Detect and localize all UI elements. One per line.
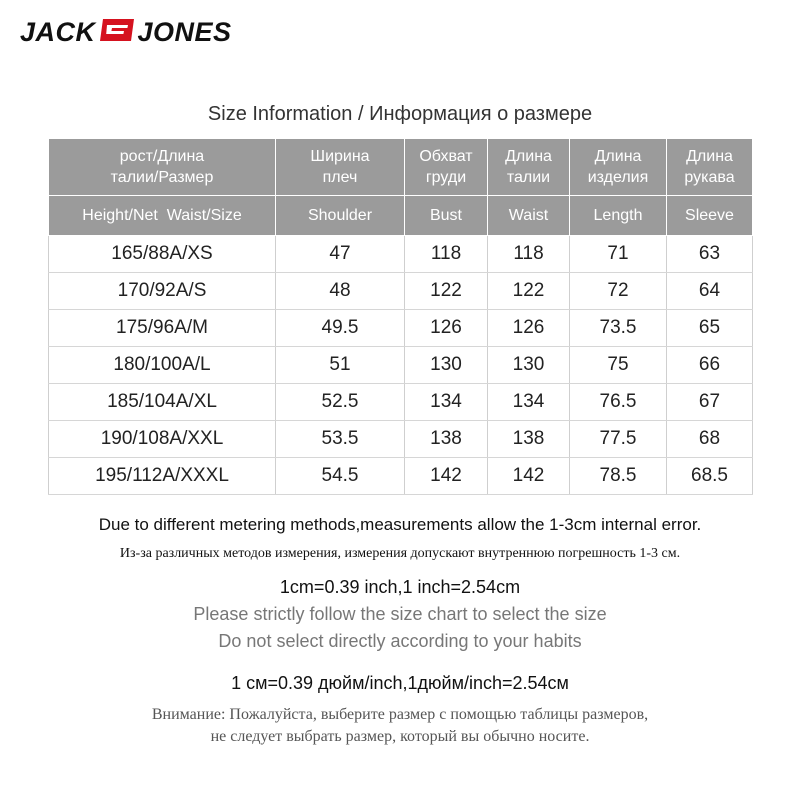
- length-cell: 76.5: [570, 384, 667, 421]
- sleeve-cell: 63: [667, 236, 753, 273]
- size-cell: 195/112A/XXXL: [49, 458, 276, 495]
- bust-cell: 138: [405, 421, 488, 458]
- waist-cell: 126: [488, 310, 570, 347]
- header-cell: [488, 139, 570, 196]
- sleeve-cell: 68.5: [667, 458, 753, 495]
- shoulder-cell: 52.5: [276, 384, 405, 421]
- shoulder-cell: 54.5: [276, 458, 405, 495]
- header-label-bust-ru: Обхват груди: [419, 148, 473, 186]
- header-label-waist-ru: Длина талии: [505, 148, 552, 186]
- shoulder-cell: 47: [276, 236, 405, 273]
- header-label-height-size-ru: рост/Длина талии/Размер: [110, 148, 214, 186]
- brand-name-left: JACK: [20, 16, 96, 47]
- header-label-length-ru: Длина изделия: [587, 148, 649, 186]
- header-label-height-size-en: Height/Net Waist/Size: [49, 196, 276, 236]
- header-label-sleeve-ru: Длина рукава: [684, 148, 735, 186]
- length-cell: 78.5: [570, 458, 667, 495]
- bust-cell: 134: [405, 384, 488, 421]
- header-cell: [49, 139, 276, 196]
- table-row: [49, 310, 753, 347]
- bust-cell: 118: [405, 236, 488, 273]
- size-cell: 170/92A/S: [49, 273, 276, 310]
- size-chart-advice: Please strictly follow the size chart to select the size: [193, 604, 607, 624]
- waist-cell: 134: [488, 384, 570, 421]
- header-cell: [570, 139, 667, 196]
- page-title: Size Information / Информация о размере: [207, 103, 593, 125]
- shoulder-cell: 51: [276, 347, 405, 384]
- header-row-english: [49, 196, 753, 236]
- header-label-length-en: Length: [570, 196, 667, 236]
- waist-cell: 122: [488, 273, 570, 310]
- brand-logo: [20, 16, 232, 48]
- size-cell: 180/100A/L: [49, 347, 276, 384]
- measurement-error-note-ru: Из-за различных методов измерения, измерения допускают внутреннюю погрешность 1-3 см.: [119, 546, 681, 561]
- length-cell: 72: [570, 273, 667, 310]
- header-label-shoulder-ru: Ширина плеч: [310, 148, 370, 186]
- sleeve-cell: 66: [667, 347, 753, 384]
- table-row: [49, 273, 753, 310]
- waist-cell: 142: [488, 458, 570, 495]
- header-cell: [667, 139, 753, 196]
- table-row: [49, 421, 753, 458]
- unit-conversion-note: 1cm=0.39 inch,1 inch=2.54cm: [279, 577, 521, 597]
- header-cell: [276, 139, 405, 196]
- table-row: [49, 236, 753, 273]
- length-cell: 77.5: [570, 421, 667, 458]
- table-row: [49, 384, 753, 421]
- size-cell: 165/88A/XS: [49, 236, 276, 273]
- unit-conversion-note-ru: 1 см=0.39 дюйм/inch,1дюйм/inch=2.54см: [231, 673, 569, 693]
- shoulder-cell: 49.5: [276, 310, 405, 347]
- table-row: [49, 347, 753, 384]
- size-advice-ru-line-2: не следует выбрать размер, который вы обычно носите.: [210, 728, 590, 745]
- sleeve-cell: 68: [667, 421, 753, 458]
- sleeve-cell: 64: [667, 273, 753, 310]
- length-cell: 73.5: [570, 310, 667, 347]
- waist-cell: 138: [488, 421, 570, 458]
- table-row: [49, 458, 753, 495]
- header-label-waist-en: Waist: [488, 196, 570, 236]
- header-label-bust-en: Bust: [405, 196, 488, 236]
- waist-cell: 118: [488, 236, 570, 273]
- length-cell: 71: [570, 236, 667, 273]
- waist-cell: 130: [488, 347, 570, 384]
- bust-cell: 142: [405, 458, 488, 495]
- size-table: [48, 138, 753, 495]
- size-cell: 175/96A/M: [49, 310, 276, 347]
- measurement-error-note-en: Due to different metering methods,measurements allow the 1-3cm internal error.: [98, 515, 702, 534]
- size-cell: 185/104A/XL: [49, 384, 276, 421]
- brand-name-right: JONES: [137, 16, 232, 47]
- header-label-shoulder-en: Shoulder: [276, 196, 405, 236]
- sleeve-cell: 67: [667, 384, 753, 421]
- size-advice-ru-line-1: Внимание: Пожалуйста, выберите размер с помощью таблицы размеров,: [151, 706, 649, 723]
- shoulder-cell: 53.5: [276, 421, 405, 458]
- length-cell: 75: [570, 347, 667, 384]
- header-cell: [405, 139, 488, 196]
- brand-flag-icon: [100, 17, 134, 48]
- header-row-russian: [49, 139, 753, 196]
- bust-cell: 122: [405, 273, 488, 310]
- shoulder-cell: 48: [276, 273, 405, 310]
- sleeve-cell: 65: [667, 310, 753, 347]
- habit-advice: Do not select directly according to your habits: [218, 631, 582, 651]
- header-label-sleeve-en: Sleeve: [667, 196, 753, 236]
- size-cell: 190/108A/XXL: [49, 421, 276, 458]
- bust-cell: 126: [405, 310, 488, 347]
- bust-cell: 130: [405, 347, 488, 384]
